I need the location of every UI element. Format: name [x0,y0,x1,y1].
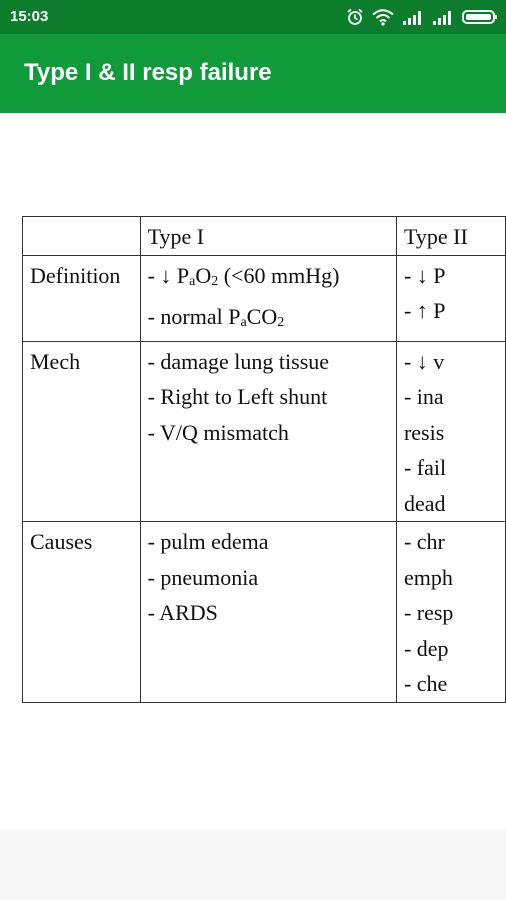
status-icons [346,7,498,27]
alarm-icon [346,8,364,26]
table-row [23,341,506,522]
definition-type1-cell [140,255,396,341]
header-type1: Type I [140,217,396,256]
signal-icon [402,9,424,25]
mech-type1-cell [140,341,396,522]
causes-type2-line: emph [403,564,453,590]
mech-type2-line: - ↓ v [403,348,445,374]
app-bar [0,34,506,113]
causes-type2-line: - che [403,671,448,696]
causes-type1-line: - ARDS [147,600,218,625]
causes-type2-line: - dep [403,635,449,661]
battery-icon [462,9,498,25]
causes-type2-line: - resp [403,600,454,625]
table-row [23,522,506,703]
mech-type1-line: - Right to Left shunt [147,384,328,409]
bottom-area [0,830,506,900]
causes-type2-cell [396,522,505,703]
mech-type2-line: - fail [403,455,447,480]
causes-type1-cell [140,522,396,703]
wifi-icon [372,9,394,26]
mech-type2-cell [396,341,505,522]
table-corner-cell [23,217,141,256]
definition-type1-line: - normal PaCO2 [147,304,285,330]
content-area[interactable] [0,113,506,830]
definition-type2-cell [396,255,505,341]
row-label-mech: Mech [23,341,141,522]
app-title: Type I & II resp failure [24,59,272,86]
causes-type2-line: - chr [403,529,445,554]
header-type2: Type II [396,217,505,256]
causes-type1-line: - pneumonia [147,564,259,590]
definition-type2-line: - ↓ P [403,262,446,288]
mech-type1-line: - damage lung tissue [147,348,330,374]
status-bar [0,0,506,34]
definition-type2-line: - ↑ P [403,298,446,323]
table-header-row [23,217,506,256]
mech-type2-line: resis [403,419,445,445]
status-time: 15:03 [10,8,49,25]
comparison-table [22,216,506,703]
causes-type1-line: - pulm edema [147,529,269,554]
mech-type2-line: - ina [403,384,444,409]
row-label-causes: Causes [23,522,141,703]
definition-type1-line: - ↓ PaO2 (<60 mmHg) [147,262,340,289]
table-row [23,255,506,341]
mech-type1-line: - V/Q mismatch [147,419,289,445]
row-label-definition: Definition [23,255,141,341]
signal-icon [432,9,454,25]
mech-type2-line: dead [403,490,446,516]
